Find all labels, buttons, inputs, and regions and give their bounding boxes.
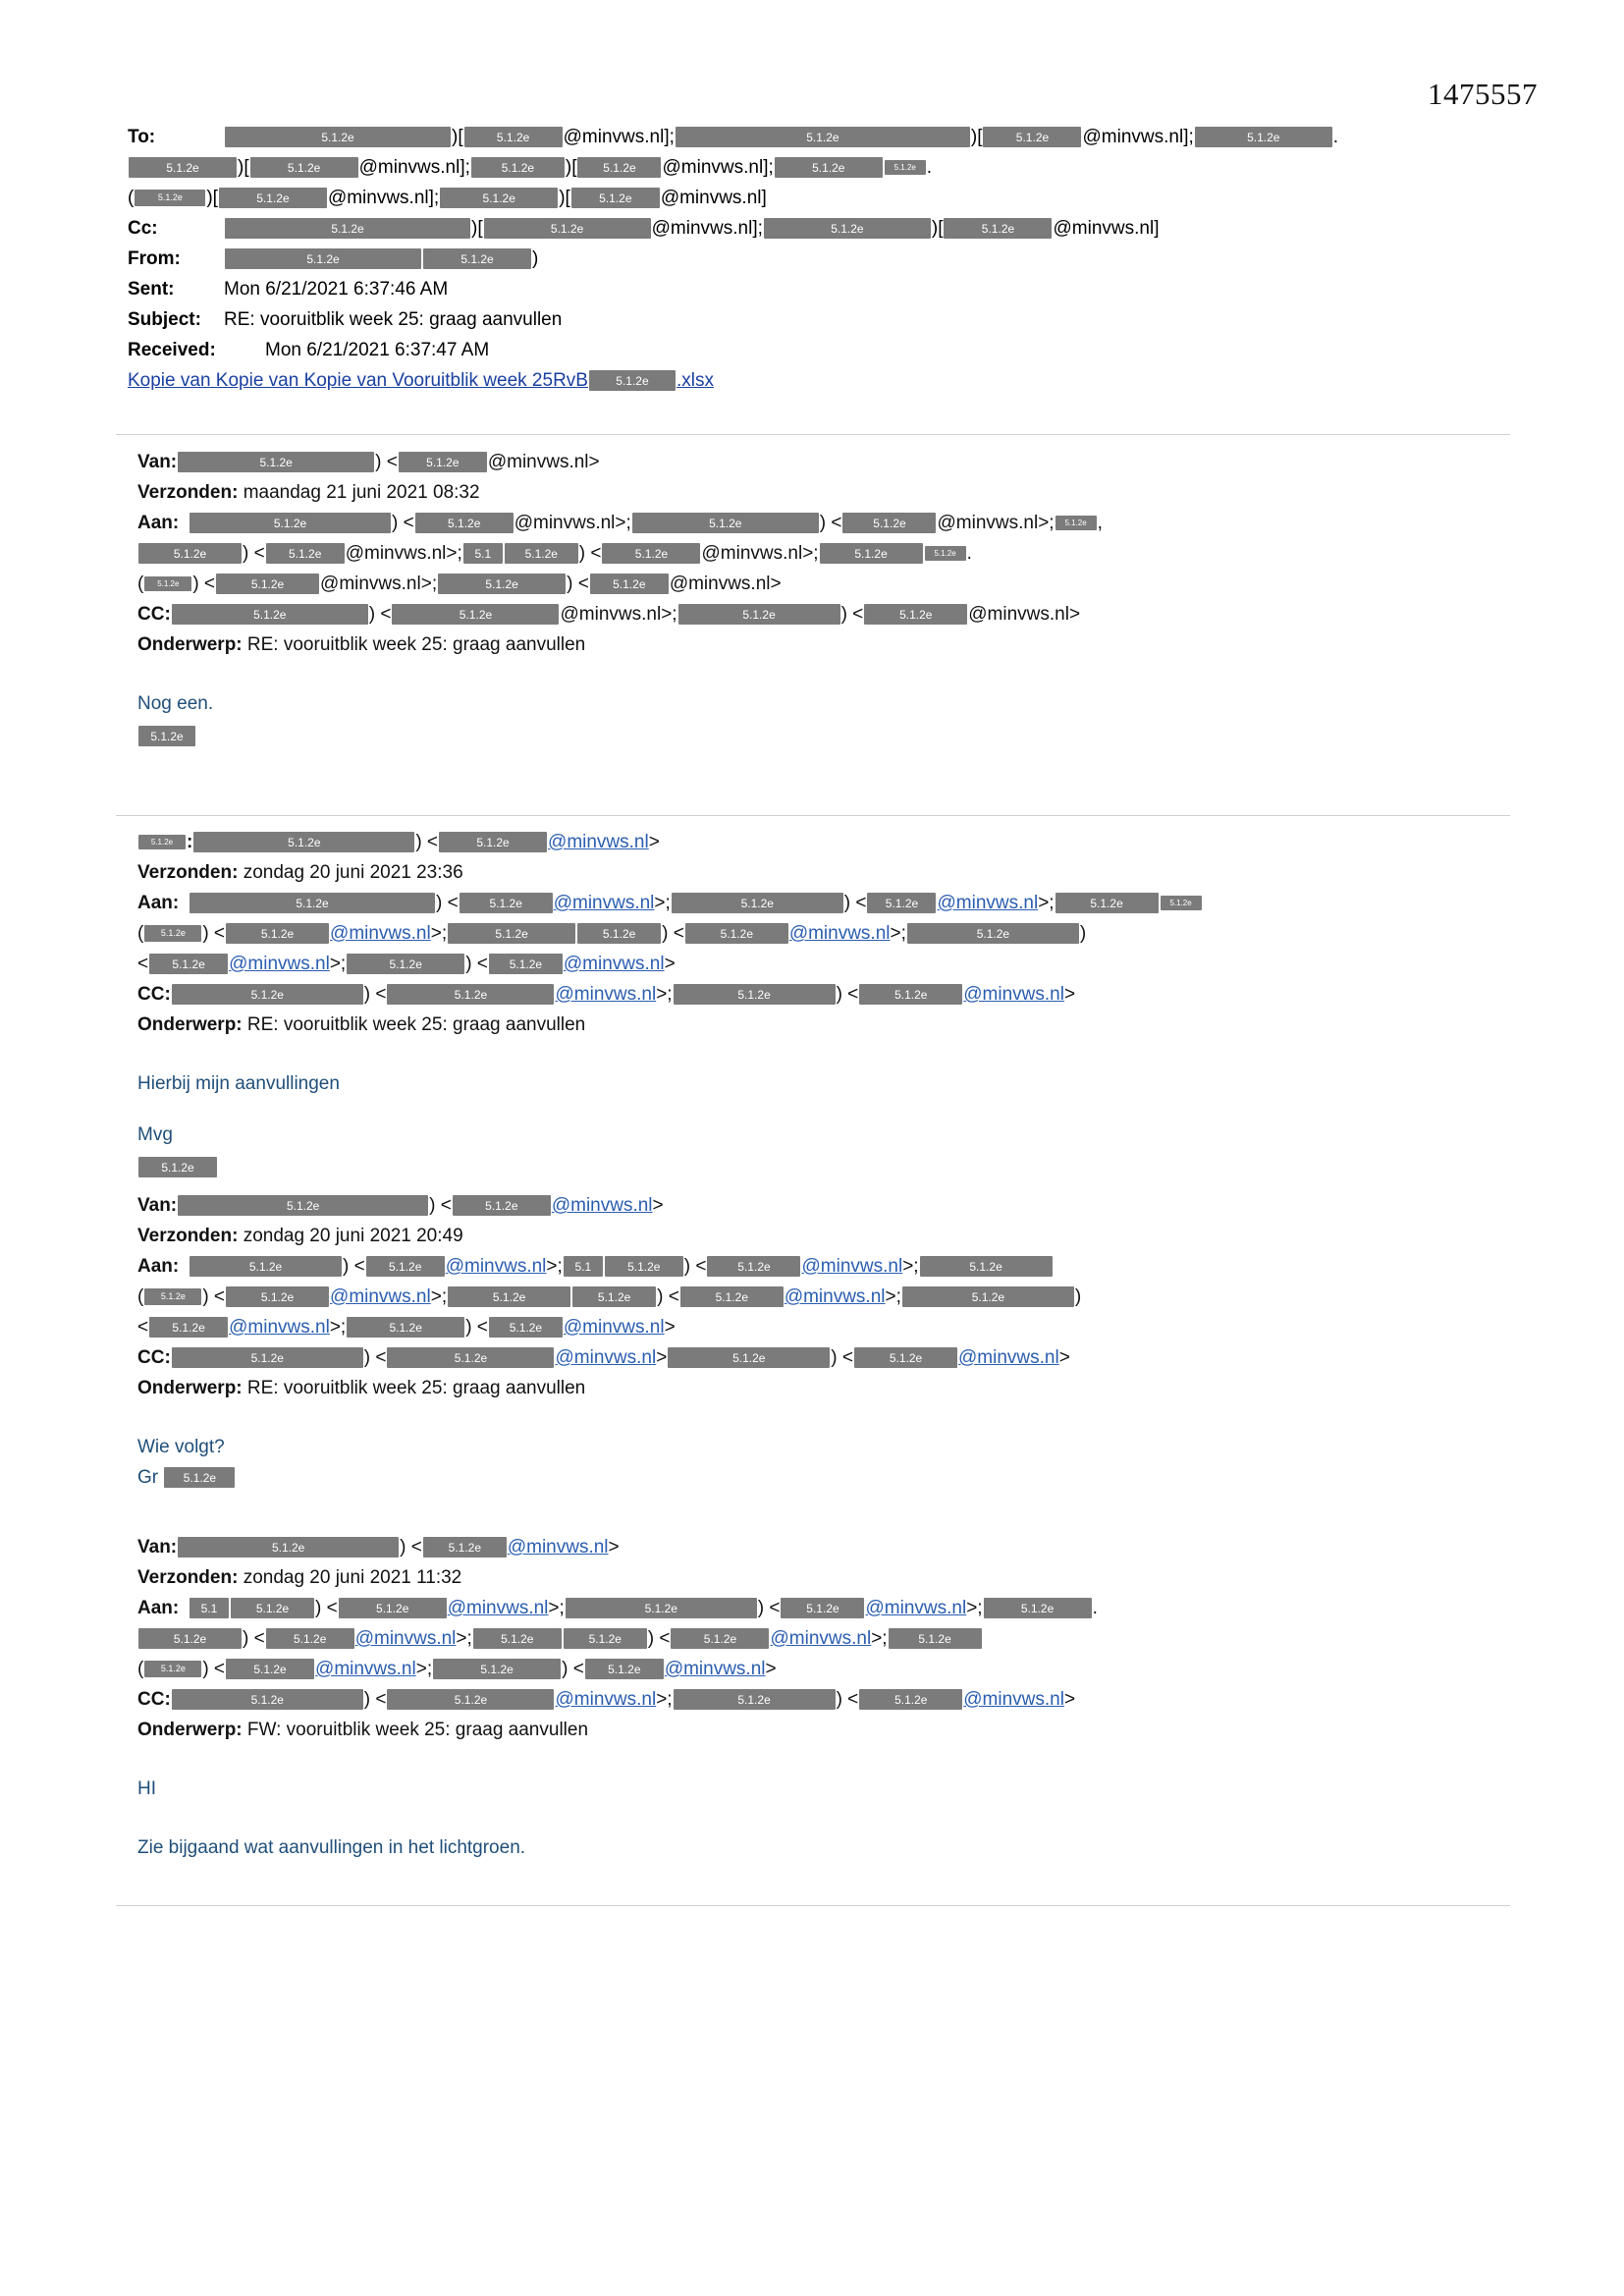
email-domain: @minvws.nl (865, 1598, 967, 1618)
message-divider (116, 434, 1510, 435)
message-2-label-verzonden: Verzonden: (137, 862, 239, 883)
redaction: 5.1.2e (226, 1659, 314, 1679)
message-3-label-aan: Aan: (137, 1256, 180, 1277)
redaction: 5.1.2e (859, 1689, 962, 1710)
message-4-label-cc: CC: (137, 1689, 171, 1710)
redaction: 5.1.2e (885, 160, 926, 175)
redaction: 5.1.2e (589, 370, 676, 391)
email-domain: @minvws.nl (937, 513, 1039, 533)
message-4-label-verzonden: Verzonden: (137, 1567, 239, 1588)
email-domain: @minvws.nl (664, 1659, 766, 1679)
redaction: 5.1.2e (415, 513, 514, 533)
header-row-attachment (128, 366, 1502, 396)
document-number: 1475557 (1428, 77, 1538, 111)
redaction: 5.1.2e (671, 1628, 769, 1649)
header-domain: @minvws.nl (1053, 218, 1155, 239)
message-1-cc-row: CC: 5.1.2e ) < 5.1.2e @minvws.nl>; 5.1.2e ) < 5.1.2e @minvws.nl> (137, 599, 1512, 629)
redaction: 5.1.2e (216, 574, 319, 594)
header-row-to (128, 123, 1502, 152)
message-1-verzonden-row (137, 477, 1512, 508)
header-domain: @minvws.nl (358, 157, 460, 178)
email-domain: @minvws.nl (229, 1317, 330, 1338)
message-4-cc-row: CC: 5.1.2e ) < 5.1.2e @minvws.nl>; 5.1.2e ) < 5.1.2e @minvws.nl> (137, 1684, 1512, 1715)
email-domain: @minvws.nl (963, 984, 1064, 1005)
redaction: 5.1.2e (438, 574, 566, 594)
email-domain: @minvws.nl (445, 1256, 547, 1277)
redaction: 5.1.2e (347, 1317, 464, 1338)
redaction: 5.1.2e (339, 1598, 447, 1618)
redaction: 5.1.2e (984, 1598, 1092, 1618)
email-domain: @minvws.nl (968, 604, 1069, 625)
message-2-aan-cont-1: ( 5.1.2e ) < 5.1.2e @minvws.nl>; 5.1.2e 5.1.2e ) < 5.1.2e @minvws.nl>; 5.1.2e ) (137, 923, 1087, 944)
redaction: 5.1.2e (164, 1467, 235, 1488)
header-value-subject: RE: vooruitblik week 25: graag aanvullen (224, 309, 563, 330)
header-domain: @minvws.nl (651, 218, 753, 239)
redaction: 5.1.2e (854, 1347, 957, 1368)
redaction: 5.1.2e (366, 1256, 445, 1277)
attachment-extension[interactable]: .xlsx (676, 370, 714, 391)
redaction: 5.1.2e (433, 1659, 561, 1679)
redaction: 5.1.2e (138, 1157, 217, 1177)
redaction: 5.1.2e (564, 1628, 647, 1649)
redaction: 5.1.2e (676, 127, 970, 147)
redaction: 5.1.2e (867, 893, 936, 913)
email-domain: @minvws.nl (315, 1659, 416, 1679)
redaction: 5.1.2e (577, 157, 661, 178)
redaction: 5.1.2e (226, 1286, 329, 1307)
header-label-from: From: (128, 248, 181, 269)
redaction: 5.1.2e (448, 1286, 570, 1307)
redaction: 5.1.2e (189, 513, 391, 533)
redaction: 5.1.2e (266, 1628, 354, 1649)
message-block-2 (137, 827, 1512, 1182)
redaction: 5.1 (189, 1598, 229, 1618)
message-3-label-cc: CC: (137, 1347, 171, 1368)
email-domain: @minvws.nl (784, 1286, 886, 1307)
message-3-verzonden-value: zondag 20 juni 2021 20:49 (243, 1226, 463, 1246)
message-3-van-row: Van: 5.1.2e ) < 5.1.2e @minvws.nl> (137, 1190, 1512, 1221)
message-1-aan-row: Aan: 5.1.2e ) < 5.1.2e @minvws.nl>; 5.1.2e ) < 5.1.2e @minvws.nl>; 5.1.2e , (137, 508, 1512, 538)
redaction: 5.1.2e (864, 604, 967, 625)
email-domain: @minvws.nl (963, 1689, 1064, 1710)
redaction: 5.1.2e (129, 157, 237, 178)
message-block-4 (137, 1532, 1512, 1863)
message-divider (116, 1905, 1510, 1906)
redaction: 5.1.2e (983, 127, 1081, 147)
message-2-aan-cont-2: < 5.1.2e @minvws.nl>; 5.1.2e ) < 5.1.2e @minvws.nl> (137, 954, 676, 974)
message-1-body-line-1: Nog een. (137, 693, 214, 714)
message-2-onderwerp-value: RE: vooruitblik week 25: graag aanvullen (246, 1014, 586, 1035)
redaction: 5.1.2e (842, 513, 936, 533)
email-domain: @minvws.nl (770, 1628, 872, 1649)
message-2-label-aan: Aan: (137, 893, 180, 913)
redaction: 5.1.2e (231, 1598, 314, 1618)
redaction: 5.1.2e (484, 218, 651, 239)
redaction: 5.1.2e (632, 513, 819, 533)
redaction: 5.1.2e (707, 1256, 800, 1277)
redaction: 5.1.2e (387, 1347, 554, 1368)
message-2-body-line-2: Mvg (137, 1124, 173, 1145)
redaction: 5.1.2e (907, 923, 1079, 944)
message-2-onderwerp-row (137, 1010, 1512, 1040)
message-3-cc-row: CC: 5.1.2e ) < 5.1.2e @minvws.nl> 5.1.2e ) < 5.1.2e @minvws.nl> (137, 1342, 1512, 1373)
message-4-aan-cont-1: 5.1.2e ) < 5.1.2e @minvws.nl>; 5.1.2e 5.1.2e ) < 5.1.2e @minvws.nl>; 5.1.2e (137, 1623, 1512, 1654)
redaction: 5.1.2e (668, 1347, 830, 1368)
message-3-body-line-2: Gr (137, 1467, 159, 1488)
redaction: 5.1.2e (605, 1256, 683, 1277)
message-3-onderwerp-row (137, 1373, 1512, 1403)
redaction: 5.1.2e (178, 452, 374, 472)
header-label-to: To: (128, 127, 156, 147)
message-4-onderwerp-row (137, 1715, 1512, 1745)
redaction: 5.1.2e (585, 1659, 664, 1679)
redaction: 5.1.2e (775, 157, 883, 178)
header-domain: @minvws.nl (1082, 127, 1184, 147)
redaction: 5.1.2e (453, 1195, 551, 1216)
redaction: 5.1.2e (144, 1661, 201, 1677)
message-4-verzonden-value: zondag 20 juni 2021 11:32 (243, 1567, 462, 1588)
redaction: 5.1.2e (189, 1256, 342, 1277)
redaction: 5.1.2e (226, 923, 329, 944)
attachment-link[interactable]: Kopie van Kopie van Kopie van Vooruitblik week 25RvB (128, 370, 588, 391)
redaction: 5.1.2e (674, 984, 836, 1005)
redaction: 5.1.2e (685, 923, 788, 944)
redaction: 5.1.2e (250, 157, 358, 178)
email-domain: @minvws.nl (447, 1598, 549, 1618)
redaction: 5.1.2e (448, 923, 575, 944)
email-domain: @minvws.nl (354, 1628, 457, 1649)
redaction: 5.1.2e (577, 923, 661, 944)
redaction: 5.1.2e (440, 188, 558, 208)
redaction: 5.1.2e (473, 1628, 562, 1649)
email-domain: @minvws.nl (560, 604, 662, 625)
redaction: 5.1.2e (149, 1317, 228, 1338)
redaction: 5.1.2e (566, 1598, 757, 1618)
header-label-sent: Sent: (128, 279, 175, 300)
message-2-body-line-1: Hierbij mijn aanvullingen (137, 1073, 340, 1094)
redaction: 5.1.2e (672, 893, 843, 913)
message-1-label-onderwerp: Onderwerp: (137, 634, 243, 655)
message-1-onderwerp-row (137, 629, 1512, 660)
redaction: 5.1.2e (460, 893, 553, 913)
redaction: 5.1.2e (347, 954, 464, 974)
email-domain: @minvws.nl (514, 513, 616, 533)
redaction: 5.1.2e (144, 1288, 201, 1305)
message-4-onderwerp-value: FW: vooruitblik week 25: graag aanvullen (246, 1720, 589, 1740)
message-3-label-van: Van: (137, 1195, 178, 1216)
redaction: 5.1.2e (925, 546, 966, 561)
redaction: 5.1.2e (464, 127, 563, 147)
redaction: 5.1.2e (680, 1286, 784, 1307)
header-label-subject: Subject: (128, 309, 201, 330)
redaction: 5.1.2e (399, 452, 487, 472)
email-domain: @minvws.nl (701, 543, 803, 564)
redaction: 5.1.2e (138, 835, 186, 849)
header-value-to: 5.1.2e )[ 5.1.2e @minvws.nl]; 5.1.2e )[ 5.1.2e @minvws.nl]; 5.1.2e . (224, 127, 1338, 147)
redaction: 5.1.2e (1056, 516, 1097, 530)
message-4-label-van: Van: (137, 1537, 178, 1558)
redaction: 5.1.2e (178, 1537, 399, 1558)
email-domain: @minvws.nl (555, 1689, 657, 1710)
redaction: 5.1.2e (225, 248, 421, 269)
message-1-signature (137, 721, 1512, 751)
message-1-label-cc: CC: (137, 604, 171, 625)
email-domain: @minvws.nl (229, 954, 330, 974)
redaction: 5.1.2e (902, 1286, 1074, 1307)
email-domain: @minvws.nl (555, 984, 657, 1005)
redaction: 5.1.2e (144, 576, 191, 591)
message-1-label-verzonden: Verzonden: (137, 482, 239, 503)
redaction: 5.1.2e (138, 726, 195, 746)
message-2-label-cc: CC: (137, 984, 171, 1005)
message-1-aan-cont-2: ( 5.1.2e ) < 5.1.2e @minvws.nl>; 5.1.2e ) < 5.1.2e @minvws.nl> (137, 574, 782, 594)
email-domain: @minvws.nl (551, 1195, 653, 1216)
email-domain: @minvws.nl (788, 923, 891, 944)
message-4-verzonden-row (137, 1562, 1512, 1593)
redaction: 5.1.2e (781, 1598, 864, 1618)
redaction: 5.1.2e (602, 543, 700, 564)
redaction: 5.1.2e (225, 218, 470, 239)
redaction: 5.1.2e (1195, 127, 1332, 147)
email-domain: @minvws.nl (958, 1347, 1059, 1368)
message-1-van-row: Van: 5.1.2e ) < 5.1.2e @minvws.nl> (137, 447, 1512, 477)
email-domain: @minvws.nl (563, 1317, 665, 1338)
email-domain: @minvws.nl (801, 1256, 903, 1277)
header-domain: @minvws.nl (327, 188, 429, 208)
email-domain: @minvws.nl (669, 574, 771, 594)
message-2-verzonden-row (137, 857, 1512, 888)
header-row-cc: Cc: 5.1.2e )[ 5.1.2e @minvws.nl]; 5.1.2e )[ 5.1.2e @minvws.nl] (128, 214, 1502, 244)
email-domain: @minvws.nl (330, 923, 431, 944)
message-3-aan-row: Aan: 5.1.2e ) < 5.1.2e @minvws.nl>; 5.1 5.1.2e ) < 5.1.2e @minvws.nl>; 5.1.2e (137, 1251, 1512, 1282)
email-domain: @minvws.nl (330, 1286, 431, 1307)
header-label-received: Received: (128, 340, 216, 360)
redaction: 5.1.2e (571, 188, 660, 208)
message-3-aan-cont-1: ( 5.1.2e ) < 5.1.2e @minvws.nl>; 5.1.2e 5.1.2e ) < 5.1.2e @minvws.nl>; 5.1.2e ) (137, 1286, 1082, 1307)
message-1-verzonden-value: maandag 21 juni 2021 08:32 (243, 482, 480, 503)
message-4-label-aan: Aan: (137, 1598, 180, 1618)
redaction: 5.1.2e (590, 574, 669, 594)
message-2-verzonden-value: zondag 20 juni 2021 23:36 (243, 862, 463, 883)
message-4-aan-cont-2: ( 5.1.2e ) < 5.1.2e @minvws.nl>; 5.1.2e ) < 5.1.2e @minvws.nl> (137, 1659, 777, 1679)
redaction: 5.1.2e (489, 954, 563, 974)
message-1-label-van: Van: (137, 452, 178, 472)
redaction: 5.1.2e (678, 604, 840, 625)
header-row-received (128, 336, 1502, 365)
redaction: 5.1.2e (889, 1628, 982, 1649)
email-domain: @minvws.nl (555, 1347, 657, 1368)
message-1-label-aan: Aan: (137, 513, 180, 533)
email-domain: @minvws.nl (487, 452, 589, 472)
email-domain: @minvws.nl (320, 574, 421, 594)
message-3-label-onderwerp: Onderwerp: (137, 1378, 243, 1398)
message-2-aan-row: Aan: 5.1.2e ) < 5.1.2e @minvws.nl>; 5.1.2e ) < 5.1.2e @minvws.nl>; 5.1.2e 5.1.2e (137, 888, 1512, 918)
header-row-from: From: 5.1.2e 5.1.2e ) (128, 245, 1502, 274)
redaction: 5.1.2e (219, 188, 327, 208)
message-4-body-line-1: HI (137, 1778, 156, 1799)
redaction: 5.1.2e (225, 127, 451, 147)
redaction: 5.1.2e (178, 1195, 428, 1216)
header-label-cc: Cc: (128, 218, 158, 239)
message-4-van-row: Van: 5.1.2e ) < 5.1.2e @minvws.nl> (137, 1532, 1512, 1562)
header-row-subject (128, 305, 1502, 335)
message-4-aan-row: Aan: 5.1 5.1.2e ) < 5.1.2e @minvws.nl>; 5.1.2e ) < 5.1.2e @minvws.nl>; 5.1.2e . (137, 1593, 1512, 1623)
email-domain: @minvws.nl (937, 893, 1039, 913)
redaction: 5.1.2e (135, 190, 205, 206)
message-4-body-line-2: Zie bijgaand wat aanvullingen in het lichtgroen. (137, 1837, 526, 1858)
message-3-signature (137, 1462, 1512, 1493)
message-4-label-onderwerp: Onderwerp: (137, 1720, 243, 1740)
redaction: 5.1.2e (172, 604, 368, 625)
header-row-to-cont-1: 5.1.2e )[ 5.1.2e @minvws.nl]; 5.1.2e )[ 5.1.2e @minvws.nl]; 5.1.2e 5.1.2e . (128, 153, 1502, 183)
redaction: 5.1.2e (471, 157, 565, 178)
email-domain: @minvws.nl (548, 832, 649, 852)
redaction: 5.1.2e (920, 1256, 1053, 1277)
message-3-verzonden-row (137, 1221, 1512, 1251)
redaction: 5.1.2e (193, 832, 414, 852)
redaction: 5.1.2e (387, 1689, 554, 1710)
email-header (128, 123, 1502, 397)
redaction: 5.1.2e (392, 604, 559, 625)
message-3-label-verzonden: Verzonden: (137, 1226, 239, 1246)
message-2-label-onderwerp: Onderwerp: (137, 1014, 243, 1035)
message-1-aan-cont-1: 5.1.2e ) < 5.1.2e @minvws.nl>; 5.1 5.1.2e ) < 5.1.2e @minvws.nl>; 5.1.2e 5.1.2e . (137, 538, 1512, 569)
header-domain: @minvws.nl (662, 157, 764, 178)
email-domain: @minvws.nl (345, 543, 447, 564)
message-2-signature (137, 1152, 1512, 1182)
redaction: 5.1.2e (138, 543, 242, 564)
redaction: 5.1.2e (172, 984, 363, 1005)
redaction: 5.1.2e (505, 543, 578, 564)
redaction: 5.1.2e (572, 1286, 656, 1307)
message-3-onderwerp-value: RE: vooruitblik week 25: graag aanvullen (246, 1378, 586, 1398)
redaction: 5.1.2e (859, 984, 962, 1005)
message-1-onderwerp-value: RE: vooruitblik week 25: graag aanvullen (246, 634, 586, 655)
message-3-aan-cont-2: < 5.1.2e @minvws.nl>; 5.1.2e ) < 5.1.2e @minvws.nl> (137, 1317, 676, 1338)
redaction: 5.1.2e (138, 1628, 242, 1649)
header-domain: @minvws.nl (660, 188, 762, 208)
redaction: 5.1.2e (1056, 893, 1159, 913)
header-domain: @minvws.nl (563, 127, 665, 147)
redaction: 5.1 (463, 543, 503, 564)
message-3-body-line-1: Wie volgt? (137, 1437, 225, 1457)
redaction: 5.1.2e (423, 1537, 507, 1558)
message-divider (116, 815, 1510, 816)
header-value-received: Mon 6/21/2021 6:37:47 AM (265, 340, 490, 360)
redaction: 5.1.2e (387, 984, 554, 1005)
redaction: 5.1 (564, 1256, 603, 1277)
redaction: 5.1.2e (764, 218, 931, 239)
message-2-cc-row: CC: 5.1.2e ) < 5.1.2e @minvws.nl>; 5.1.2e ) < 5.1.2e @minvws.nl> (137, 979, 1512, 1010)
redaction: 5.1.2e (172, 1689, 363, 1710)
message-2-van-row: 5.1.2e : 5.1.2e ) < 5.1.2e @minvws.nl> (137, 827, 1512, 857)
redaction: 5.1.2e (423, 248, 531, 269)
redaction: 5.1.2e (172, 1347, 363, 1368)
redaction: 5.1.2e (266, 543, 345, 564)
message-block-3 (137, 1190, 1512, 1493)
redaction: 5.1.2e (189, 893, 435, 913)
header-value-sent: Mon 6/21/2021 6:37:46 AM (224, 279, 449, 300)
redaction: 5.1.2e (820, 543, 923, 564)
redaction: 5.1.2e (149, 954, 228, 974)
email-domain: @minvws.nl (563, 954, 665, 974)
message-block-1 (137, 447, 1512, 751)
redaction: 5.1.2e (489, 1317, 563, 1338)
redaction: 5.1.2e (674, 1689, 836, 1710)
redaction: 5.1.2e (439, 832, 547, 852)
header-row-sent (128, 275, 1502, 304)
redaction: 5.1.2e (944, 218, 1052, 239)
header-row-to-cont-2: ( 5.1.2e )[ 5.1.2e @minvws.nl]; 5.1.2e )[ 5.1.2e @minvws.nl] (128, 188, 767, 208)
redaction: 5.1.2e (1161, 896, 1202, 910)
redaction: 5.1.2e (144, 925, 201, 942)
email-domain: @minvws.nl (553, 893, 655, 913)
email-domain: @minvws.nl (507, 1537, 609, 1558)
